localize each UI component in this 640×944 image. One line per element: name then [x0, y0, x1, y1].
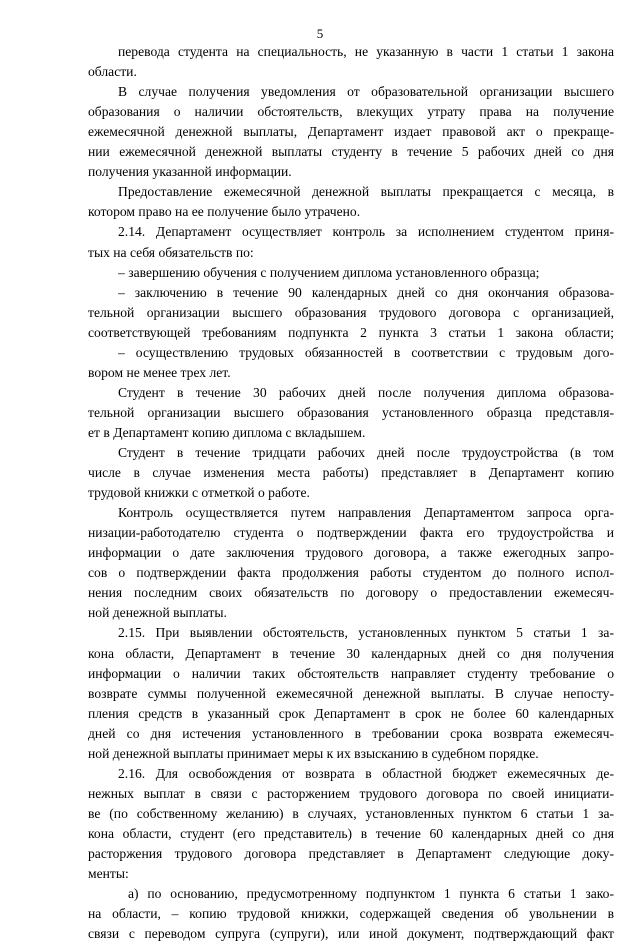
text-line: – заключению в течение 90 календарных дней со дня окончания образова- [118, 284, 614, 300]
page-number: 5 [316, 26, 324, 41]
text-line: 2.16. Для освобождения от возврата в областной бюджет ежемесячных де- [118, 765, 614, 781]
text-line: низации-работодателю студента о подтверждении факта его трудоустройства и [88, 525, 614, 541]
text-line: Студент в течение 30 рабочих дней после получения диплома образова- [118, 384, 614, 400]
text-line: перевода студента на специальность, не указанную в части 1 статьи 1 закона [118, 44, 614, 59]
text-line: Студент в течение тридцати рабочих дней после трудоустройства (в том [118, 445, 614, 460]
text-line: – осуществлению трудовых обязанностей в соответствии с трудовым дого- [118, 344, 614, 360]
text-line: а) по основанию, предусмотренному подпунктом 1 пункта 6 статьи 1 зако- [128, 886, 614, 902]
text-line: ной денежной выплаты. [88, 605, 227, 621]
text-line: дней со дня истечения установленного в требовании срока возврата ежемесяч- [88, 725, 614, 741]
text-line: возврате суммы полученной ежемесячной денежной выплаты. В случае непосту- [88, 685, 614, 701]
text-line: 2.14. Департамент осуществляет контроль за исполнением студентом приня- [118, 224, 614, 240]
text-line: нежных выплат в связи с расторжением трудового договора по своей инициати- [88, 785, 614, 801]
text-line: числе в случае изменения места работы) представляет в Департамент копию [88, 465, 614, 481]
text-line: связи с переводом супруга (супруги), или иной документ, подтверждающий факт [88, 926, 614, 942]
text-line: ежемесячной денежной выплаты, Департамент издает правовой акт о прекраще- [88, 124, 614, 140]
text-line: котором право на ее получение было утрачено. [88, 204, 361, 220]
text-line: кона области, Департамент в течение 30 календарных дней со дня получения [88, 645, 614, 661]
text-line: области. [88, 64, 137, 80]
text-line: 2.15. При выявлении обстоятельств, установленных пунктом 5 статьи 1 за- [118, 625, 614, 641]
text-line: ет в Департамент копию диплома с вкладышем. [88, 424, 366, 440]
text-line: Контроль осуществляется путем направления Департаментом запроса орга- [118, 505, 614, 521]
text-line: В случае получения уведомления от образовательной организации высшего [118, 84, 614, 100]
text-line: на области, – копию трудовой книжки, содержащей сведения об увольнении в [88, 906, 614, 922]
text-line: ве (по собственному желанию) в случаях, установленных пунктом 6 статьи 1 за- [88, 805, 614, 821]
text-line: ной денежной выплаты принимает меры к их взысканию в судебном порядке. [88, 745, 539, 761]
text-line: информации о дате заключения трудового договора, а также ежегодных запро- [88, 545, 614, 561]
text-line: трудовой книжки с отметкой о работе. [88, 485, 310, 501]
text-line: менты: [88, 866, 129, 882]
text-line: сов о подтверждении факта продолжения работы студентом до полного испол- [88, 565, 614, 581]
text-line: Предоставление ежемесячной денежной выплаты прекращается с месяца, в [118, 184, 614, 200]
text-line: пления средств в указанный срок Департамент в срок не более 60 календарных [88, 705, 614, 721]
text-line: тых на себя обязательств по: [88, 244, 254, 260]
text-line: нения последним своих обязательств по договору о предоставлении ежемесяч- [88, 585, 614, 601]
text-line: – завершению обучения с получением диплома установленного образца; [118, 264, 540, 280]
text-line: расторжения трудового договора представляет в Департамент следующие доку- [88, 846, 614, 861]
text-line: вором не менее трех лет. [88, 364, 231, 380]
text-line: кона области, студент (его представитель) в течение 60 календарных дней со дня [88, 825, 614, 841]
text-line: получения указанной информации. [88, 164, 292, 180]
text-line: тельной организации высшего образования трудового договора с организацией, [88, 304, 614, 320]
text-line: образования о наличии обстоятельств, влекущих утрату права на получение [88, 104, 614, 120]
text-line: тельной организации высшего образования установленного образца представля- [88, 404, 614, 420]
text-line: информации о наличии таких обстоятельств направляет студенту требование о [88, 665, 614, 681]
text-line: соответствующей требованиям подпункта 2 пункта 3 статьи 1 закона области; [88, 324, 614, 340]
text-line: нии ежемесячной денежной выплаты студенту в течение 5 рабочих дней со дня [88, 144, 614, 160]
